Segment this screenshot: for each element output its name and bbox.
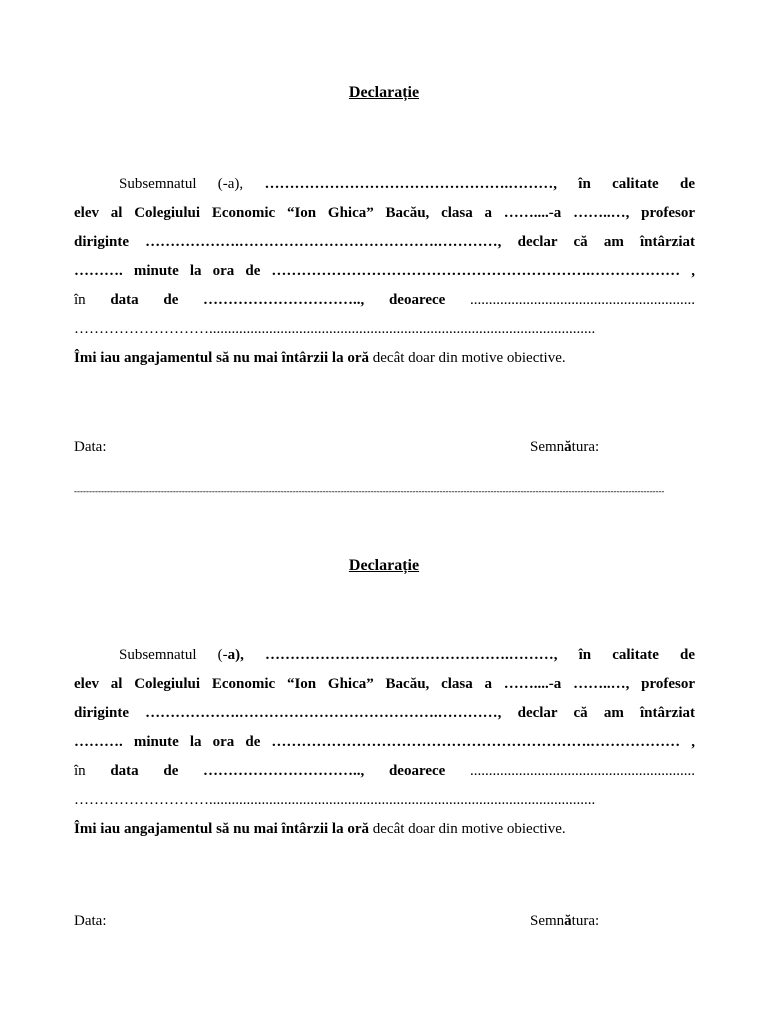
- text-line: elev al Colegiului Economic “Ion Ghica” Bacău, clasa a ……....-a ……..…, profesor: [74, 676, 695, 692]
- text-line: Subsemnatul (-a), ………………………………………….………, în calitate de: [119, 647, 695, 663]
- text-line: ……………………….......................................................................................................: [74, 321, 596, 337]
- signature-row: [74, 437, 695, 457]
- text-line: diriginte ……………….………………………………….…………, declar că am întârziat: [74, 705, 695, 721]
- text-line: ………. minute la ora de ……………………………………………………….……………… ,: [74, 263, 695, 279]
- text-line: Subsemnatul (-a), ………………………………………….………, în calitate de: [119, 176, 695, 192]
- signature-label: Semnătura:: [530, 439, 600, 455]
- signature-row: [74, 911, 695, 931]
- text-line: diriginte ……………….………………………………….…………, declar că am întârziat: [74, 234, 695, 250]
- text-line: în data de ………………………….., deoarece ............................................................: [74, 763, 695, 779]
- declaration-title: Declarație: [348, 557, 420, 574]
- text-line: elev al Colegiului Economic “Ion Ghica” Bacău, clasa a ……....-a ……..…, profesor: [74, 205, 695, 221]
- text-line: în data de ………………………….., deoarece ............................................................: [74, 292, 695, 308]
- text-line: ……………………….......................................................................................................: [74, 792, 596, 808]
- cut-line: -----------------------------------------------------------------------------------------------------------------------------------------------------------------------------------------------------: [74, 486, 665, 496]
- declaration-title: Declarație: [348, 84, 420, 101]
- text-line: Îmi iau angajamentul să nu mai întârzii la oră decât doar din motive obiective.: [74, 821, 566, 837]
- text-line: Îmi iau angajamentul să nu mai întârzii la oră decât doar din motive obiective.: [74, 350, 566, 366]
- date-label: Data:: [74, 439, 107, 455]
- text-line: ………. minute la ora de ……………………………………………………….……………… ,: [74, 734, 695, 750]
- declaration-body: [74, 641, 695, 844]
- date-label: Data:: [74, 913, 107, 929]
- declaration-body: [74, 170, 695, 373]
- signature-label: Semnătura:: [530, 913, 600, 929]
